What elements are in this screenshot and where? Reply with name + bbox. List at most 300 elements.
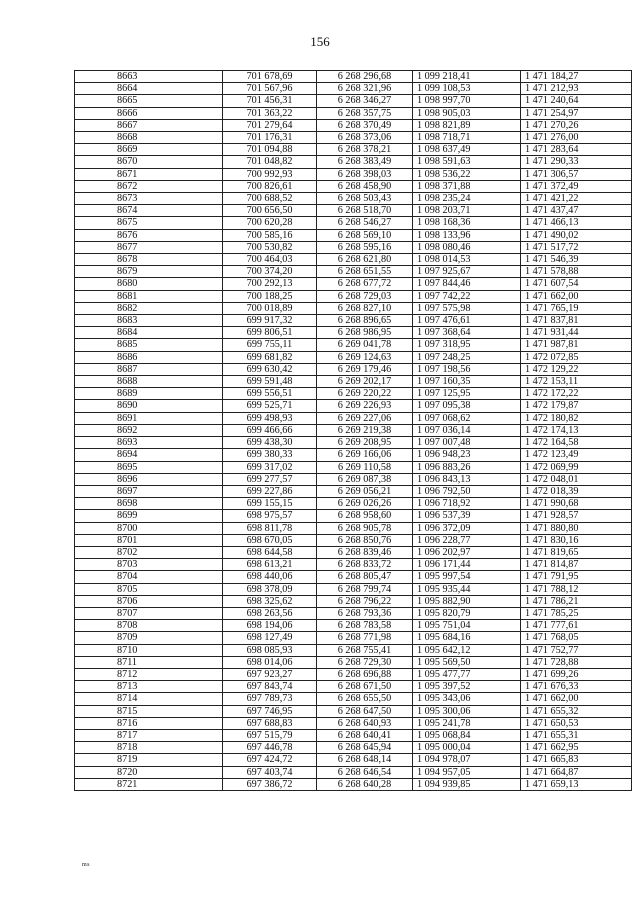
coord-b-y-cell: 1 471 990,68	[521, 498, 632, 510]
coord-b-y-cell: 1 471 791,95	[521, 571, 632, 583]
point-number-cell: 8705	[75, 583, 223, 595]
point-number-cell: 8716	[75, 717, 223, 729]
table-row	[75, 595, 632, 607]
point-number-cell: 8706	[75, 595, 223, 607]
coord-a-y-cell: 6 268 370,49	[317, 119, 413, 131]
coord-b-x-cell: 1 095 935,44	[413, 583, 521, 595]
coord-a-y-cell: 6 268 647,50	[317, 705, 413, 717]
coord-b-x-cell: 1 097 007,48	[413, 437, 521, 449]
coord-a-y-cell: 6 268 645,94	[317, 742, 413, 754]
coord-a-x-cell: 697 923,27	[223, 668, 317, 680]
coord-b-y-cell: 1 471 421,22	[521, 193, 632, 205]
point-number-cell: 8671	[75, 168, 223, 180]
coord-b-x-cell: 1 098 591,63	[413, 156, 521, 168]
coord-b-y-cell: 1 471 777,61	[521, 620, 632, 632]
coord-a-x-cell: 699 277,57	[223, 473, 317, 485]
table-row	[75, 607, 632, 619]
coord-a-x-cell: 699 556,51	[223, 388, 317, 400]
coord-b-x-cell: 1 098 997,70	[413, 95, 521, 107]
coord-a-x-cell: 699 806,51	[223, 327, 317, 339]
coord-b-y-cell: 1 471 768,05	[521, 632, 632, 644]
table-row	[75, 766, 632, 778]
point-number-cell: 8687	[75, 363, 223, 375]
coord-a-y-cell: 6 268 896,65	[317, 315, 413, 327]
coord-a-y-cell: 6 268 771,98	[317, 632, 413, 644]
coord-b-y-cell: 1 471 283,64	[521, 144, 632, 156]
table-row	[75, 632, 632, 644]
point-number-cell: 8663	[75, 71, 223, 83]
coord-a-x-cell: 698 263,56	[223, 607, 317, 619]
coord-a-y-cell: 6 268 671,50	[317, 681, 413, 693]
point-number-cell: 8696	[75, 473, 223, 485]
coord-b-x-cell: 1 095 068,84	[413, 729, 521, 741]
coord-a-y-cell: 6 268 755,41	[317, 644, 413, 656]
coord-a-y-cell: 6 268 729,30	[317, 656, 413, 668]
coord-a-x-cell: 697 424,72	[223, 754, 317, 766]
table-row	[75, 193, 632, 205]
coord-b-y-cell: 1 471 786,21	[521, 595, 632, 607]
point-number-cell: 8688	[75, 376, 223, 388]
coord-b-x-cell: 1 095 477,77	[413, 668, 521, 680]
table-row	[75, 778, 632, 790]
point-number-cell: 8690	[75, 400, 223, 412]
coord-a-x-cell: 698 325,62	[223, 595, 317, 607]
coord-b-x-cell: 1 099 108,53	[413, 83, 521, 95]
coord-b-x-cell: 1 097 125,95	[413, 388, 521, 400]
coord-b-y-cell: 1 471 676,33	[521, 681, 632, 693]
coord-a-y-cell: 6 269 124,63	[317, 351, 413, 363]
point-number-cell: 8691	[75, 412, 223, 424]
table-row	[75, 302, 632, 314]
point-number-cell: 8701	[75, 534, 223, 546]
coord-b-x-cell: 1 097 476,61	[413, 315, 521, 327]
table-row	[75, 327, 632, 339]
coord-b-x-cell: 1 098 168,36	[413, 217, 521, 229]
coord-a-x-cell: 700 374,20	[223, 266, 317, 278]
coord-b-x-cell: 1 096 228,77	[413, 534, 521, 546]
coord-b-x-cell: 1 095 997,54	[413, 571, 521, 583]
coord-a-x-cell: 697 789,73	[223, 693, 317, 705]
coord-b-y-cell: 1 471 987,81	[521, 339, 632, 351]
coord-b-y-cell: 1 471 662,95	[521, 742, 632, 754]
point-number-cell: 8672	[75, 180, 223, 192]
coord-b-y-cell: 1 471 655,31	[521, 729, 632, 741]
coord-b-x-cell: 1 097 318,95	[413, 339, 521, 351]
coord-b-y-cell: 1 471 830,16	[521, 534, 632, 546]
point-number-cell: 8669	[75, 144, 223, 156]
coord-b-x-cell: 1 097 068,62	[413, 412, 521, 424]
table-row	[75, 168, 632, 180]
coord-b-x-cell: 1 095 820,79	[413, 607, 521, 619]
table-row	[75, 376, 632, 388]
coord-b-y-cell: 1 471 928,57	[521, 510, 632, 522]
coord-a-y-cell: 6 269 219,38	[317, 424, 413, 436]
table-row	[75, 705, 632, 717]
coord-b-x-cell: 1 098 536,22	[413, 168, 521, 180]
point-number-cell: 8674	[75, 205, 223, 217]
point-number-cell: 8698	[75, 498, 223, 510]
coord-b-x-cell: 1 095 343,06	[413, 693, 521, 705]
coord-a-x-cell: 699 380,33	[223, 449, 317, 461]
table-row	[75, 620, 632, 632]
table-row	[75, 644, 632, 656]
point-number-cell: 8681	[75, 290, 223, 302]
coord-a-x-cell: 697 515,79	[223, 729, 317, 741]
table-row	[75, 144, 632, 156]
coord-b-x-cell: 1 098 080,46	[413, 241, 521, 253]
point-number-cell: 8673	[75, 193, 223, 205]
table-row	[75, 229, 632, 241]
coord-b-y-cell: 1 471 785,25	[521, 607, 632, 619]
table-row	[75, 461, 632, 473]
coord-b-x-cell: 1 098 133,96	[413, 229, 521, 241]
coord-b-x-cell: 1 098 371,88	[413, 180, 521, 192]
coord-b-y-cell: 1 472 153,11	[521, 376, 632, 388]
point-number-cell: 8693	[75, 437, 223, 449]
point-number-cell: 8685	[75, 339, 223, 351]
table-row	[75, 424, 632, 436]
coord-a-y-cell: 6 268 346,27	[317, 95, 413, 107]
point-number-cell: 8679	[75, 266, 223, 278]
coord-a-y-cell: 6 268 783,58	[317, 620, 413, 632]
table-row	[75, 217, 632, 229]
coord-a-y-cell: 6 268 986,95	[317, 327, 413, 339]
coord-a-y-cell: 6 268 655,50	[317, 693, 413, 705]
coord-a-x-cell: 701 567,96	[223, 83, 317, 95]
table-row	[75, 485, 632, 497]
point-number-cell: 8675	[75, 217, 223, 229]
coord-b-x-cell: 1 096 537,39	[413, 510, 521, 522]
coord-a-x-cell: 701 279,64	[223, 119, 317, 131]
coord-a-y-cell: 6 269 227,06	[317, 412, 413, 424]
coord-b-x-cell: 1 097 844,46	[413, 278, 521, 290]
coord-b-y-cell: 1 471 819,65	[521, 546, 632, 558]
coord-a-y-cell: 6 269 202,17	[317, 376, 413, 388]
point-number-cell: 8714	[75, 693, 223, 705]
point-number-cell: 8670	[75, 156, 223, 168]
coord-b-x-cell: 1 096 843,13	[413, 473, 521, 485]
point-number-cell: 8700	[75, 522, 223, 534]
point-number-cell: 8684	[75, 327, 223, 339]
coord-b-y-cell: 1 472 048,01	[521, 473, 632, 485]
coord-b-x-cell: 1 098 235,24	[413, 193, 521, 205]
coord-b-y-cell: 1 472 172,22	[521, 388, 632, 400]
coord-b-y-cell: 1 471 931,44	[521, 327, 632, 339]
coord-b-x-cell: 1 099 218,41	[413, 71, 521, 83]
coord-a-x-cell: 700 464,03	[223, 254, 317, 266]
point-number-cell: 8667	[75, 119, 223, 131]
coord-b-x-cell: 1 098 637,49	[413, 144, 521, 156]
coord-a-y-cell: 6 268 958,60	[317, 510, 413, 522]
coord-b-x-cell: 1 097 248,25	[413, 351, 521, 363]
coord-b-y-cell: 1 472 129,22	[521, 363, 632, 375]
coord-b-x-cell: 1 097 160,35	[413, 376, 521, 388]
point-number-cell: 8664	[75, 83, 223, 95]
coord-a-y-cell: 6 268 640,41	[317, 729, 413, 741]
point-number-cell: 8678	[75, 254, 223, 266]
point-number-cell: 8704	[75, 571, 223, 583]
table-row	[75, 351, 632, 363]
coord-b-x-cell: 1 096 792,50	[413, 485, 521, 497]
coord-a-y-cell: 6 268 458,90	[317, 180, 413, 192]
coord-a-x-cell: 697 746,95	[223, 705, 317, 717]
coord-b-y-cell: 1 472 164,58	[521, 437, 632, 449]
coord-b-x-cell: 1 095 000,04	[413, 742, 521, 754]
coord-a-y-cell: 6 268 833,72	[317, 559, 413, 571]
point-number-cell: 8683	[75, 315, 223, 327]
coord-b-y-cell: 1 471 490,02	[521, 229, 632, 241]
coord-a-x-cell: 699 155,15	[223, 498, 317, 510]
coord-a-y-cell: 6 268 383,49	[317, 156, 413, 168]
table-row	[75, 400, 632, 412]
coord-a-x-cell: 698 644,58	[223, 546, 317, 558]
coord-b-y-cell: 1 472 072,85	[521, 351, 632, 363]
point-number-cell: 8689	[75, 388, 223, 400]
coord-a-y-cell: 6 269 087,38	[317, 473, 413, 485]
coordinates-table-container	[74, 70, 609, 791]
coord-a-y-cell: 6 268 373,06	[317, 132, 413, 144]
coord-b-x-cell: 1 098 203,71	[413, 205, 521, 217]
table-row	[75, 107, 632, 119]
coord-b-y-cell: 1 471 880,80	[521, 522, 632, 534]
coord-a-x-cell: 697 446,78	[223, 742, 317, 754]
coordinates-table	[74, 70, 632, 791]
coord-a-x-cell: 701 094,88	[223, 144, 317, 156]
coord-a-y-cell: 6 268 640,93	[317, 717, 413, 729]
coord-a-x-cell: 699 438,30	[223, 437, 317, 449]
coord-b-x-cell: 1 096 171,44	[413, 559, 521, 571]
coord-b-y-cell: 1 471 517,72	[521, 241, 632, 253]
coord-a-y-cell: 6 268 799,74	[317, 583, 413, 595]
table-row	[75, 656, 632, 668]
point-number-cell: 8713	[75, 681, 223, 693]
coord-b-y-cell: 1 471 306,57	[521, 168, 632, 180]
coord-a-y-cell: 6 268 546,27	[317, 217, 413, 229]
coord-a-y-cell: 6 268 796,22	[317, 595, 413, 607]
coord-a-y-cell: 6 269 220,22	[317, 388, 413, 400]
coord-b-y-cell: 1 471 837,81	[521, 315, 632, 327]
coord-a-y-cell: 6 268 357,75	[317, 107, 413, 119]
coord-b-x-cell: 1 098 821,89	[413, 119, 521, 131]
coord-b-y-cell: 1 472 179,87	[521, 400, 632, 412]
coord-a-y-cell: 6 268 677,72	[317, 278, 413, 290]
coord-a-x-cell: 700 585,16	[223, 229, 317, 241]
coord-a-y-cell: 6 268 839,46	[317, 546, 413, 558]
point-number-cell: 8692	[75, 424, 223, 436]
point-number-cell: 8719	[75, 754, 223, 766]
coord-a-x-cell: 699 630,42	[223, 363, 317, 375]
table-row	[75, 693, 632, 705]
coord-a-x-cell: 697 403,74	[223, 766, 317, 778]
coord-a-x-cell: 699 591,48	[223, 376, 317, 388]
coord-a-y-cell: 6 268 648,14	[317, 754, 413, 766]
coord-b-y-cell: 1 471 665,83	[521, 754, 632, 766]
coord-a-x-cell: 701 048,82	[223, 156, 317, 168]
coord-a-y-cell: 6 268 321,96	[317, 83, 413, 95]
table-row	[75, 315, 632, 327]
coord-b-x-cell: 1 098 905,03	[413, 107, 521, 119]
coord-b-y-cell: 1 472 018,39	[521, 485, 632, 497]
coord-a-y-cell: 6 268 827,10	[317, 302, 413, 314]
coord-a-x-cell: 699 755,11	[223, 339, 317, 351]
table-row	[75, 498, 632, 510]
coord-a-x-cell: 697 688,83	[223, 717, 317, 729]
coord-b-x-cell: 1 096 948,23	[413, 449, 521, 461]
coord-b-y-cell: 1 472 123,49	[521, 449, 632, 461]
coord-a-y-cell: 6 269 026,26	[317, 498, 413, 510]
coord-a-y-cell: 6 268 905,78	[317, 522, 413, 534]
coord-a-x-cell: 701 456,31	[223, 95, 317, 107]
coord-b-x-cell: 1 095 751,04	[413, 620, 521, 632]
point-number-cell: 8702	[75, 546, 223, 558]
coord-b-y-cell: 1 471 466,13	[521, 217, 632, 229]
table-row	[75, 412, 632, 424]
point-number-cell: 8717	[75, 729, 223, 741]
point-number-cell: 8666	[75, 107, 223, 119]
coord-a-x-cell: 700 292,13	[223, 278, 317, 290]
coord-a-y-cell: 6 269 226,93	[317, 400, 413, 412]
coord-a-x-cell: 697 843,74	[223, 681, 317, 693]
coord-a-y-cell: 6 268 503,43	[317, 193, 413, 205]
coord-a-x-cell: 700 620,28	[223, 217, 317, 229]
coord-a-x-cell: 700 530,82	[223, 241, 317, 253]
point-number-cell: 8695	[75, 461, 223, 473]
coord-b-y-cell: 1 471 662,00	[521, 290, 632, 302]
coord-a-x-cell: 700 992,93	[223, 168, 317, 180]
point-number-cell: 8709	[75, 632, 223, 644]
coord-b-x-cell: 1 097 198,56	[413, 363, 521, 375]
coord-a-x-cell: 701 176,31	[223, 132, 317, 144]
coord-a-y-cell: 6 269 166,06	[317, 449, 413, 461]
coord-a-x-cell: 701 363,22	[223, 107, 317, 119]
coord-a-y-cell: 6 269 179,46	[317, 363, 413, 375]
coord-b-x-cell: 1 097 742,22	[413, 290, 521, 302]
point-number-cell: 8677	[75, 241, 223, 253]
point-number-cell: 8680	[75, 278, 223, 290]
point-number-cell: 8708	[75, 620, 223, 632]
coord-b-y-cell: 1 471 607,54	[521, 278, 632, 290]
coord-b-y-cell: 1 471 664,87	[521, 766, 632, 778]
coord-b-x-cell: 1 095 397,52	[413, 681, 521, 693]
coord-b-y-cell: 1 471 290,33	[521, 156, 632, 168]
table-row	[75, 510, 632, 522]
coord-b-x-cell: 1 097 368,64	[413, 327, 521, 339]
coord-a-y-cell: 6 268 569,10	[317, 229, 413, 241]
table-row	[75, 363, 632, 375]
coord-a-y-cell: 6 268 621,80	[317, 254, 413, 266]
table-row	[75, 742, 632, 754]
coord-b-x-cell: 1 094 957,05	[413, 766, 521, 778]
coord-a-x-cell: 700 688,52	[223, 193, 317, 205]
coord-b-y-cell: 1 471 240,64	[521, 95, 632, 107]
table-row	[75, 254, 632, 266]
coord-a-x-cell: 698 378,09	[223, 583, 317, 595]
coord-b-x-cell: 1 094 939,85	[413, 778, 521, 790]
table-row	[75, 437, 632, 449]
table-row	[75, 449, 632, 461]
coord-b-y-cell: 1 471 659,13	[521, 778, 632, 790]
table-row	[75, 241, 632, 253]
coord-a-x-cell: 698 670,05	[223, 534, 317, 546]
table-row	[75, 388, 632, 400]
coord-b-x-cell: 1 095 642,12	[413, 644, 521, 656]
coord-b-y-cell: 1 471 788,12	[521, 583, 632, 595]
coord-a-x-cell: 698 975,57	[223, 510, 317, 522]
coord-a-y-cell: 6 269 208,95	[317, 437, 413, 449]
coord-b-y-cell: 1 471 752,77	[521, 644, 632, 656]
coord-a-y-cell: 6 268 595,16	[317, 241, 413, 253]
table-row	[75, 583, 632, 595]
coord-b-y-cell: 1 471 578,88	[521, 266, 632, 278]
coord-a-x-cell: 697 386,72	[223, 778, 317, 790]
coord-a-x-cell: 700 018,89	[223, 302, 317, 314]
table-row	[75, 119, 632, 131]
coord-b-y-cell: 1 472 069,99	[521, 461, 632, 473]
coord-b-y-cell: 1 472 174,13	[521, 424, 632, 436]
coordinates-table-body	[75, 71, 632, 791]
page-number: 156	[310, 34, 330, 49]
table-row	[75, 571, 632, 583]
table-row	[75, 278, 632, 290]
coord-b-x-cell: 1 095 684,16	[413, 632, 521, 644]
table-row	[75, 95, 632, 107]
coord-a-x-cell: 698 811,78	[223, 522, 317, 534]
table-row	[75, 132, 632, 144]
coord-a-x-cell: 700 656,50	[223, 205, 317, 217]
coord-a-y-cell: 6 269 056,21	[317, 485, 413, 497]
table-row	[75, 180, 632, 192]
coord-b-x-cell: 1 097 095,38	[413, 400, 521, 412]
coord-a-x-cell: 698 194,06	[223, 620, 317, 632]
coord-a-x-cell: 700 188,25	[223, 290, 317, 302]
coord-b-y-cell: 1 471 276,00	[521, 132, 632, 144]
coord-a-y-cell: 6 268 518,70	[317, 205, 413, 217]
coord-a-y-cell: 6 268 646,54	[317, 766, 413, 778]
coord-b-x-cell: 1 096 202,97	[413, 546, 521, 558]
coord-b-x-cell: 1 094 978,07	[413, 754, 521, 766]
coord-b-x-cell: 1 098 014,53	[413, 254, 521, 266]
coord-b-x-cell: 1 095 569,50	[413, 656, 521, 668]
table-row	[75, 290, 632, 302]
coord-a-x-cell: 698 613,21	[223, 559, 317, 571]
table-row	[75, 754, 632, 766]
table-row	[75, 205, 632, 217]
point-number-cell: 8720	[75, 766, 223, 778]
table-row	[75, 473, 632, 485]
coord-b-y-cell: 1 471 184,27	[521, 71, 632, 83]
coord-b-x-cell: 1 095 241,78	[413, 717, 521, 729]
point-number-cell: 8665	[75, 95, 223, 107]
coord-a-x-cell: 699 317,02	[223, 461, 317, 473]
coord-b-y-cell: 1 471 699,26	[521, 668, 632, 680]
point-number-cell: 8710	[75, 644, 223, 656]
coord-b-x-cell: 1 096 883,26	[413, 461, 521, 473]
table-row	[75, 83, 632, 95]
coord-a-y-cell: 6 268 398,03	[317, 168, 413, 180]
coord-b-x-cell: 1 097 575,98	[413, 302, 521, 314]
coord-b-y-cell: 1 471 814,87	[521, 559, 632, 571]
coord-b-y-cell: 1 471 254,97	[521, 107, 632, 119]
coord-b-y-cell: 1 471 437,47	[521, 205, 632, 217]
table-row	[75, 266, 632, 278]
point-number-cell: 8699	[75, 510, 223, 522]
coord-b-x-cell: 1 095 882,90	[413, 595, 521, 607]
coord-b-y-cell: 1 471 270,26	[521, 119, 632, 131]
coord-b-x-cell: 1 096 718,92	[413, 498, 521, 510]
coord-a-x-cell: 700 826,61	[223, 180, 317, 192]
coord-b-y-cell: 1 471 212,93	[521, 83, 632, 95]
coord-a-y-cell: 6 268 805,47	[317, 571, 413, 583]
